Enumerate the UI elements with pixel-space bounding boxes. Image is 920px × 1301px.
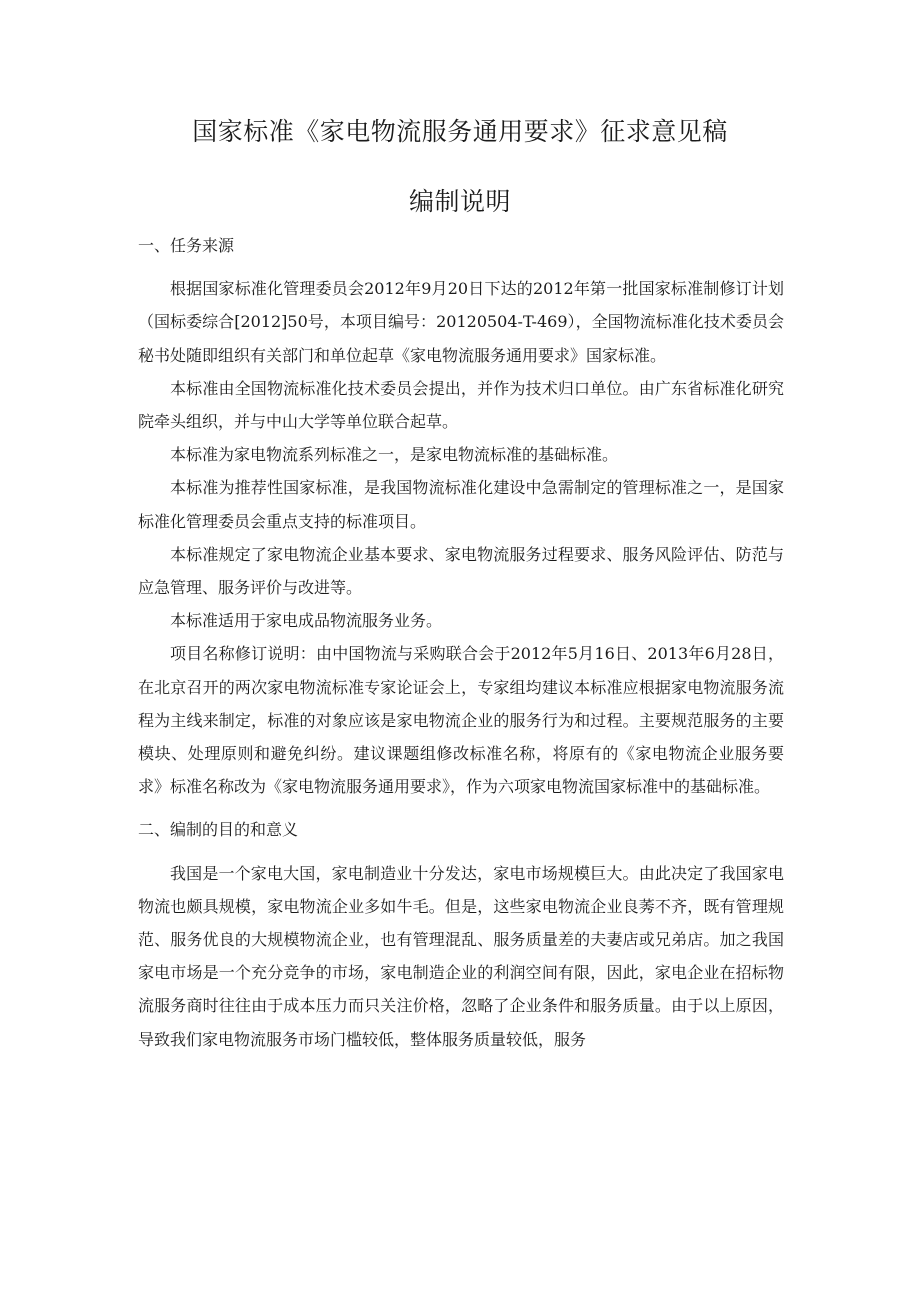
paragraph: 本标准由全国物流标准化技术委员会提出，并作为技术归口单位。由广东省标准化研究院牵头组织，并与中山大学等单位联合起草。 — [138, 378, 784, 432]
paragraph: 本标准为推荐性国家标准，是我国物流标准化建设中急需制定的管理标准之一，是国家标准化管理委员会重点支持的标准项目。 — [138, 478, 784, 531]
paragraph: 本标准为家电物流系列标准之一，是家电物流标准的基础标准。 — [170, 445, 619, 465]
section-heading-task-source: 一、任务来源 — [138, 236, 235, 255]
paragraph: 根据国家标准化管理委员会2012年9月20日下达的2012年第一批国家标准制修订计划（国标委综合[2012]50号，本项目编号：20120504-T-469），全国物流标准化技术委员会秘书处随即组织有关部门和单位起草《家电物流服务通用要求》国家标准。 — [138, 279, 784, 365]
paragraph: 本标准规定了家电物流企业基本要求、家电物流服务过程要求、服务风险评估、防范与应急管理、服务评价与改进等。 — [138, 544, 784, 598]
document-body — [138, 229, 784, 1056]
paragraph: 本标准适用于家电成品物流服务业务。 — [170, 611, 443, 631]
document-subtitle: 编制说明 — [408, 187, 511, 216]
section-heading-purpose: 二、编制的目的和意义 — [138, 820, 299, 840]
paragraph: 项目名称修订说明：由中国物流与采购联合会于2012年5月16日、2013年6月28日，在北京召开的两次家电物流标准专家论证会上，专家组均建议本标准应根据家电物流服务流程为主线来制定，标准的对象应该是家电物流企业的服务行为和过程。主要规范服务的主要模块、处理原则和避免纠纷。建议课题组修改标准名称，将原有的《家电物流企业服务要求》标准名称改为《家电物流服务通用要求》，作为六项家电物流国家标准中的基础标准。 — [138, 644, 784, 797]
document-title: 国家标准《家电物流服务通用要求》征求意见稿 — [192, 117, 728, 146]
paragraph: 我国是一个家电大国，家电制造业十分发达，家电市场规模巨大。由此决定了我国家电物流也颇具规模，家电物流企业多如牛毛。但是，这些家电物流企业良莠不齐，既有管理规范、服务优良的大规模物流企业，也有管理混乱、服务质量差的夫妻店或兄弟店。加之我国家电市场是一个充分竞争的市场，家电制造企业的利润空间有限，因此，家电企业在招标物流服务商时往往由于成本压力而只关注价格，忽略了企业条件和服务质量。由于以上原因，导致我们家电物流服务市场门槛较低，整体服务质量较低，服务 — [138, 863, 784, 1049]
